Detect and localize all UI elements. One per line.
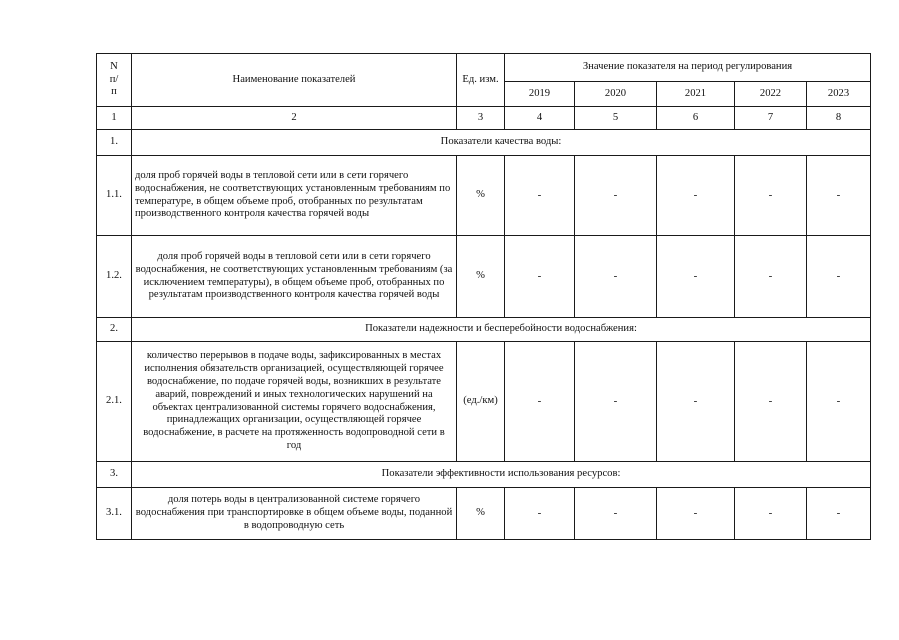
section-row [97,318,871,342]
section-row [97,462,871,488]
value-cell: - [657,342,735,462]
row-number: 3.1. [97,488,132,540]
value-cell: - [735,236,807,318]
value-cell: - [735,156,807,236]
column-number: 2 [132,107,457,130]
value-cell: - [505,156,575,236]
header-year: 2023 [807,82,871,107]
column-number: 5 [575,107,657,130]
unit-cell: % [457,488,505,540]
table-row [97,156,871,236]
row-number: 1.1. [97,156,132,236]
unit-cell: (ед./км) [457,342,505,462]
column-number: 8 [807,107,871,130]
value-cell: - [807,236,871,318]
row-number: 2.1. [97,342,132,462]
section-number: 3. [97,462,132,488]
header-period: Значение показателя на период регулирования [505,54,871,82]
indicator-name: доля проб горячей воды в тепловой сети или в сети горячего водоснабжения, не соответствующих установленным требованиям по температуре, в общем объеме проб, отобранных по результатам производственного контроля качества горячей воды [132,156,457,236]
header-num: N п/п [97,54,132,107]
header-year: 2021 [657,82,735,107]
value-cell: - [807,488,871,540]
value-cell: - [575,342,657,462]
value-cell: - [575,156,657,236]
table-row [97,488,871,540]
section-title: Показатели качества воды: [132,130,871,156]
table-row [97,342,871,462]
value-cell: - [575,236,657,318]
row-number: 1.2. [97,236,132,318]
header-year: 2022 [735,82,807,107]
value-cell: - [657,236,735,318]
column-number: 7 [735,107,807,130]
value-cell: - [657,488,735,540]
header-name: Наименование показателей [132,54,457,107]
unit-cell: % [457,236,505,318]
unit-cell: % [457,156,505,236]
indicator-name: доля проб горячей воды в тепловой сети или в сети горячего водоснабжения, не соответствующих установленным требованиям (за исключением температуры), в общем объеме проб, отобранных по результатам производственного контроля качества горячей воды [132,236,457,318]
section-title: Показатели надежности и бесперебойности водоснабжения: [132,318,871,342]
value-cell: - [505,488,575,540]
header-row [97,54,871,82]
value-cell: - [505,342,575,462]
header-year: 2019 [505,82,575,107]
column-number: 1 [97,107,132,130]
indicators-table [96,53,871,540]
value-cell: - [735,342,807,462]
value-cell: - [575,488,657,540]
value-cell: - [735,488,807,540]
value-cell: - [505,236,575,318]
value-cell: - [807,156,871,236]
indicator-name: количество перерывов в подаче воды, зафиксированных в местах исполнения обязательств организацией, осуществляющей горячее водоснабжение, по подаче горячей воды, возникших в результате аварий, повреждений и иных технологических нарушений на объектах централизованной системы горячего водоснабжения, принадлежащих организации, осуществляющей горячее водоснабжение, в расчете на протяженность водопроводной сети в год [132,342,457,462]
column-number: 6 [657,107,735,130]
section-title: Показатели эффективности использования ресурсов: [132,462,871,488]
indicator-name: доля потерь воды в централизованной системе горячего водоснабжения при транспортировке в общем объеме воды, поданной в водопроводную сеть [132,488,457,540]
column-number: 3 [457,107,505,130]
value-cell: - [807,342,871,462]
table-row [97,236,871,318]
header-year: 2020 [575,82,657,107]
section-number: 1. [97,130,132,156]
column-number: 4 [505,107,575,130]
column-numbers-row [97,107,871,130]
section-number: 2. [97,318,132,342]
header-unit: Ед. изм. [457,54,505,107]
section-row [97,130,871,156]
value-cell: - [657,156,735,236]
